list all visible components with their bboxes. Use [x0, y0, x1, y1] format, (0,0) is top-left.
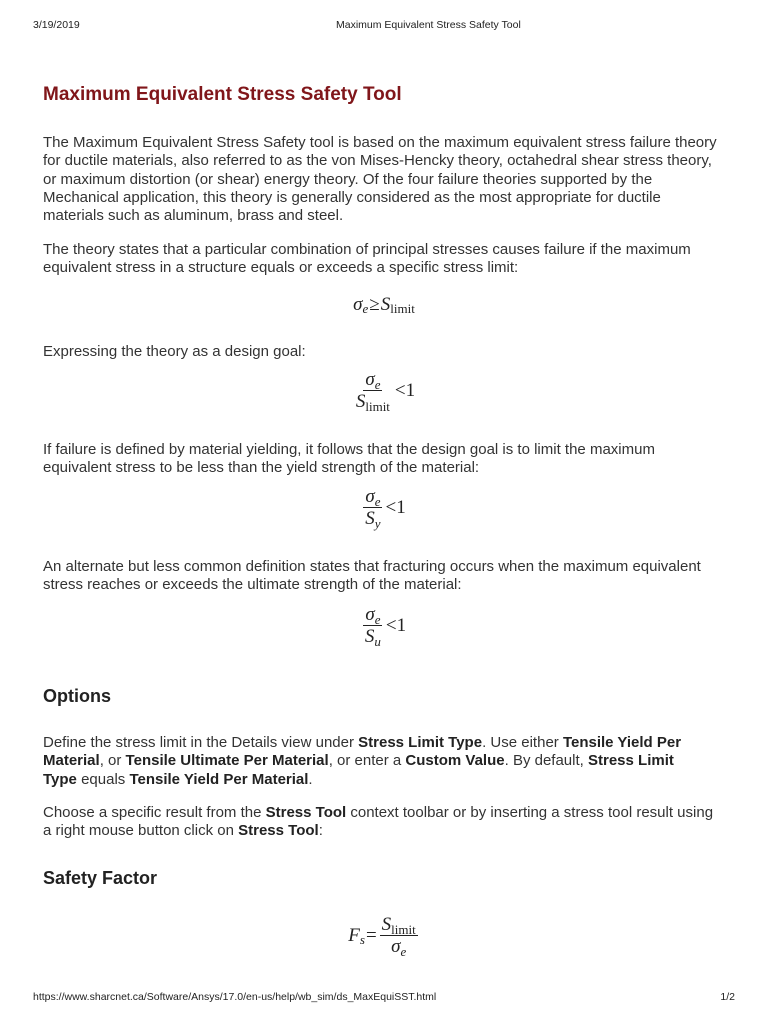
sigma-symbol: σ [365, 486, 375, 507]
text-run: Choose a specific result from the [43, 804, 266, 821]
text-line: for ductile materials, also referred to as the von Mises-Hencky theory, octahedral shear stress theory, [43, 152, 712, 170]
print-footer-url: https://www.sharcnet.ca/Software/Ansys/17.0/en-us/help/wb_sim/ds_MaxEquiSST.html [33, 991, 437, 1003]
print-header-title: Maximum Equivalent Stress Safety Tool [336, 19, 521, 31]
bold-term: Custom Value [405, 752, 505, 770]
text-run: Define the stress limit in the Details view under [43, 734, 359, 751]
bold-term: Stress Tool [238, 822, 319, 840]
fraction-denominator [389, 936, 408, 957]
safety-factor-formula: F s = $\frac{S_{limit}}{\sigma_e}$ [348, 914, 416, 959]
text-line: If failure is defined by material yielding, it follows that the design goal is to limit the maximum [43, 441, 655, 458]
subscript-limit: limit [391, 922, 416, 937]
fraction-denominator [354, 391, 392, 412]
text-run: . Use either [482, 734, 563, 751]
fraction-numerator [363, 604, 382, 626]
fraction [380, 914, 418, 957]
print-footer-page-number: 1/2 [720, 991, 735, 1003]
text-run: : [318, 822, 323, 840]
text-line: equivalent stress to be less than the yield strength of the material: [43, 459, 480, 477]
text-line [43, 734, 681, 752]
intro-paragraph [43, 134, 717, 225]
text-run: , or [99, 752, 126, 770]
f-symbol: F [348, 924, 360, 946]
subscript-limit: limit [365, 399, 390, 414]
fraction-numerator [380, 914, 418, 936]
subscript-e: e [374, 494, 381, 509]
text-line: Expressing the theory as a design goal: [43, 343, 306, 360]
fraction [354, 369, 392, 412]
subscript-e: e [400, 944, 407, 959]
subscript-e: e [374, 612, 381, 627]
design-goal-paragraph [43, 343, 306, 361]
text-line [43, 752, 681, 770]
text-run: a right mouse button click on [43, 822, 239, 840]
ultimate-paragraph [43, 558, 701, 595]
sigma-symbol: σ [353, 294, 363, 315]
stress-limit-criterion-formula: σ e ≥ S limit [353, 294, 415, 316]
text-run: context toolbar or by inserting a stress tool result using [346, 804, 714, 821]
bold-term: Type [43, 770, 77, 788]
fraction-numerator [363, 486, 382, 508]
ultimate-goal-formula [0, 604, 768, 647]
s-symbol: S [381, 914, 392, 935]
text-run: . [308, 770, 313, 788]
subscript-e: e [374, 377, 381, 392]
less-than-one: <1 [385, 614, 407, 636]
text-run: , or enter a [328, 752, 406, 770]
text-line: equivalent stress in a structure equals or exceeds a specific stress limit: [43, 259, 519, 277]
text-line [43, 822, 713, 840]
design-goal-formula [0, 369, 768, 412]
relation-symbol: ≥ [369, 294, 380, 315]
text-line: stress reaches or exceeds the ultimate strength of the material: [43, 576, 462, 594]
bold-term: Material [43, 752, 100, 770]
fraction [363, 604, 383, 647]
fraction [363, 486, 382, 529]
sigma-symbol: σ [391, 936, 401, 957]
theory-paragraph [43, 241, 691, 278]
text-line: The Maximum Equivalent Stress Safety tool is based on the maximum equivalent stress failure theory [43, 134, 717, 151]
page-title: Maximum Equivalent Stress Safety Tool [43, 84, 402, 105]
text-line: or maximum distortion (or shear) energy theory. Of the four failure theories supported by the [43, 170, 653, 188]
stress-tool-paragraph [43, 804, 713, 841]
options-heading: Options [43, 686, 111, 706]
s-symbol: S [355, 391, 366, 412]
less-than-one: <1 [385, 496, 406, 518]
text-run: . By default, [504, 752, 588, 770]
bold-term: Tensile Yield Per Material [129, 770, 309, 788]
safety-factor-heading: Safety Factor [43, 868, 158, 888]
s-symbol: S [380, 294, 391, 315]
less-than-one: <1 [394, 379, 416, 401]
text-line [43, 804, 713, 822]
text-line [43, 771, 681, 789]
text-run: equals [76, 770, 130, 788]
subscript-u: u [374, 634, 381, 649]
s-symbol: S [364, 626, 375, 647]
bold-term: Stress Limit [588, 752, 674, 770]
s-symbol: S [365, 508, 375, 529]
text-line: Mechanical application, this theory is generally considered as the most appropriate for ductile [43, 188, 661, 206]
fraction-denominator [363, 626, 383, 647]
text-line: The theory states that a particular combination of principal stresses causes failure if the maximum [43, 241, 691, 258]
print-header-date: 3/19/2019 [33, 19, 80, 31]
bold-term: Stress Tool [265, 804, 347, 821]
bold-term: Tensile Yield Per [562, 734, 682, 751]
yield-paragraph [43, 441, 655, 478]
text-line: An alternate but less common definition states that fracturing occurs when the maximum equivalent [43, 558, 701, 575]
yield-goal-formula [0, 486, 768, 529]
fraction-numerator [363, 369, 382, 391]
fraction-denominator [363, 508, 382, 529]
bold-term: Tensile Ultimate Per Material [125, 752, 329, 770]
equals-symbol: = [365, 924, 377, 946]
subscript-y: y [374, 516, 381, 531]
sigma-symbol: σ [365, 604, 375, 625]
sigma-symbol: σ [365, 369, 375, 390]
stress-limit-paragraph [43, 734, 681, 789]
text-line: materials such as aluminum, brass and steel. [43, 207, 344, 225]
bold-term: Stress Limit Type [358, 734, 483, 751]
